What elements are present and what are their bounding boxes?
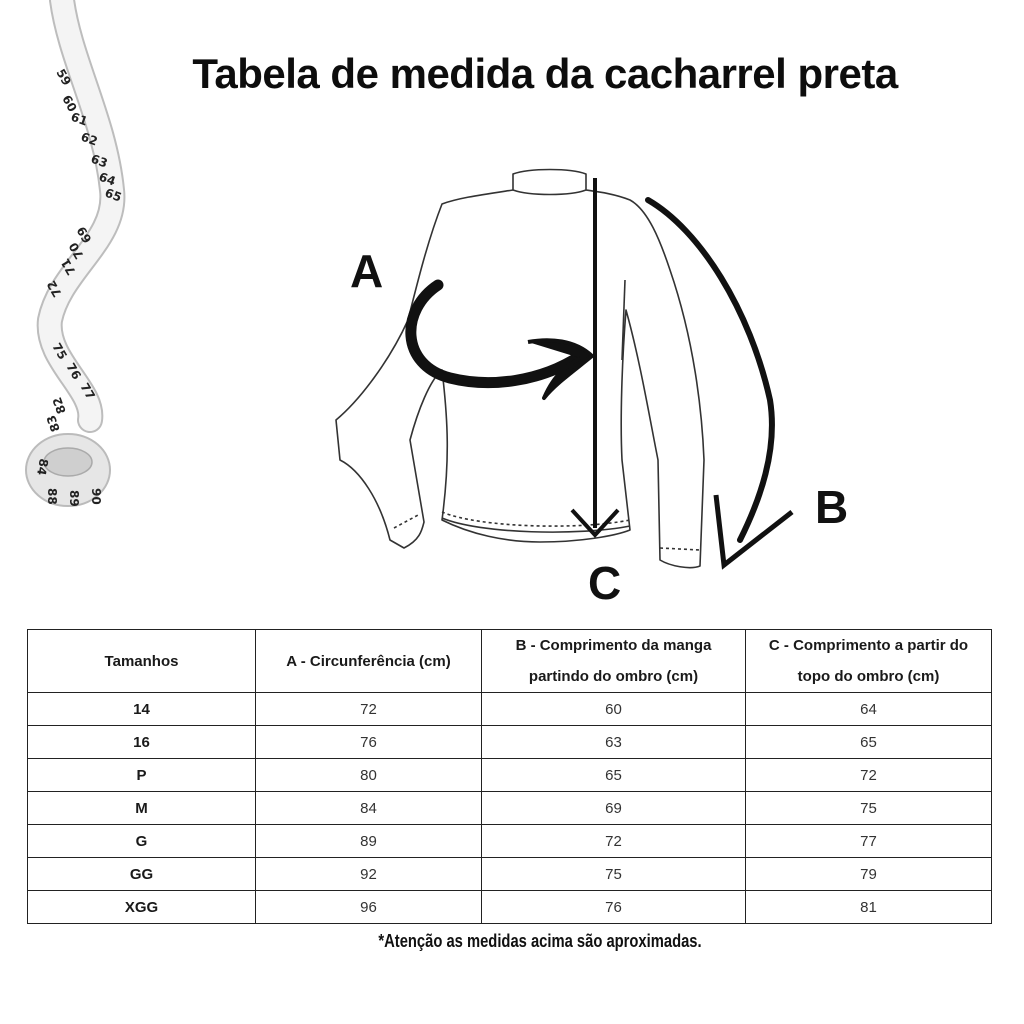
circumference-cell: 76 (256, 726, 482, 759)
table-row (28, 726, 992, 759)
table-row (28, 891, 992, 924)
sleeve-cell: 63 (482, 726, 746, 759)
tape-number: 88 (45, 488, 59, 505)
approximate-measures-note: *Atenção as medidas acima são aproximadas. (378, 931, 702, 951)
tape-number: 89 (67, 490, 81, 507)
tape-number: 60 (59, 92, 80, 115)
label-b: B (815, 481, 849, 533)
measuring-tape-image (0, 0, 130, 520)
tape-number: 90 (89, 488, 103, 505)
tape-number: 64 (96, 169, 118, 189)
size-cell: P (28, 759, 256, 792)
size-cell: 16 (28, 726, 256, 759)
length-cell: 75 (746, 792, 992, 825)
tape-number: 70 (66, 240, 87, 262)
circumference-cell: 96 (256, 891, 482, 924)
length-cell: 72 (746, 759, 992, 792)
circumference-cell: 92 (256, 858, 482, 891)
header-circumference: A - Circunferência (cm) (256, 630, 482, 693)
circumference-cell: 84 (256, 792, 482, 825)
tape-number: 72 (44, 278, 65, 300)
header-length-from-shoulder: C - Comprimento a partir do topo do ombro (cm) (746, 630, 992, 693)
tape-number: 61 (68, 109, 90, 129)
tape-number: 75 (49, 340, 70, 362)
table-row (28, 792, 992, 825)
length-cell: 64 (746, 693, 992, 726)
length-cell: 65 (746, 726, 992, 759)
sleeve-cell: 69 (482, 792, 746, 825)
tape-number: 59 (53, 66, 74, 88)
size-cell: 14 (28, 693, 256, 726)
tape-number: 77 (77, 380, 98, 402)
header-sleeve-length: B - Comprimento da manga partindo do ombro (cm) (482, 630, 746, 693)
table-header-row (28, 630, 992, 693)
header-size: Tamanhos (28, 630, 256, 693)
sleeve-cell: 65 (482, 759, 746, 792)
sleeve-cell: 72 (482, 825, 746, 858)
table-row (28, 759, 992, 792)
shirt-outline (336, 170, 704, 568)
table-row (28, 825, 992, 858)
sleeve-cell: 76 (482, 891, 746, 924)
length-cell: 77 (746, 825, 992, 858)
length-cell: 81 (746, 891, 992, 924)
table-row (28, 858, 992, 891)
sleeve-cell: 60 (482, 693, 746, 726)
size-cell: G (28, 825, 256, 858)
tape-number: 65 (102, 185, 124, 205)
table-row (28, 693, 992, 726)
tape-number: 71 (58, 256, 79, 278)
size-cell: M (28, 792, 256, 825)
circumference-cell: 80 (256, 759, 482, 792)
shirt-diagram (330, 160, 810, 600)
sleeve-cell: 75 (482, 858, 746, 891)
tape-number: 69 (74, 224, 95, 246)
tape-number: 84 (34, 457, 51, 477)
circumference-cell: 89 (256, 825, 482, 858)
size-cell: GG (28, 858, 256, 891)
label-a: A (350, 245, 384, 297)
size-table (27, 629, 992, 924)
label-c: C (588, 557, 622, 609)
tape-number: 83 (43, 413, 63, 434)
circumference-cell: 72 (256, 693, 482, 726)
tape-number: 82 (49, 395, 69, 416)
length-cell: 79 (746, 858, 992, 891)
tape-number: 76 (63, 360, 84, 382)
size-cell: XGG (28, 891, 256, 924)
tape-number: 62 (78, 129, 100, 149)
page-title: Tabela de medida da cacharrel preta (192, 50, 898, 97)
tape-number: 63 (88, 151, 110, 171)
